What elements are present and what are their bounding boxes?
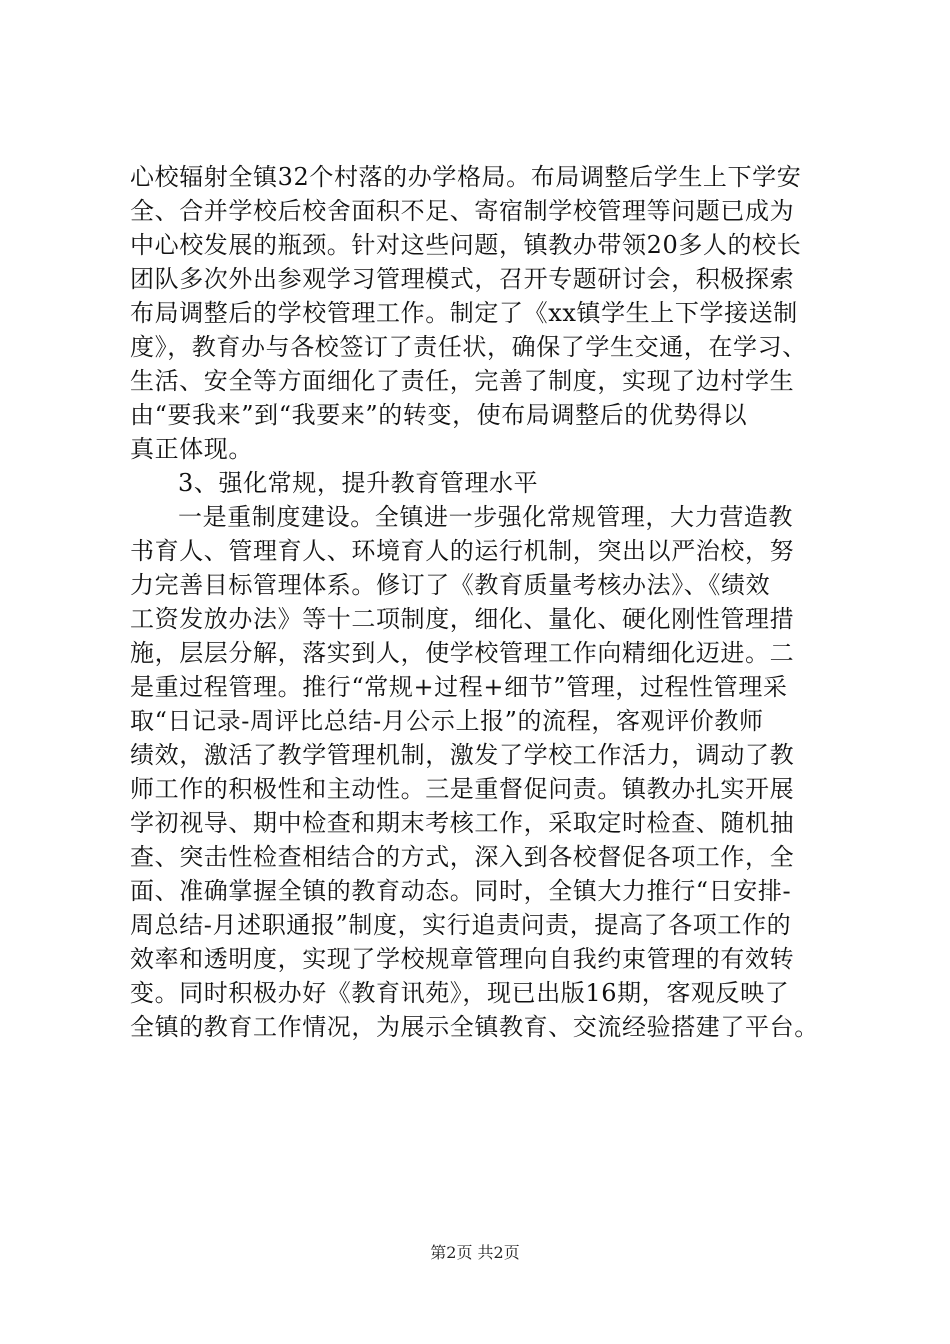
text-line: 力完善目标管理体系。修订了《教育质量考核办法》、《绩效 — [130, 571, 771, 599]
text-line: 团队多次外出参观学习管理模式，召开专题研讨会，积极探索 — [130, 265, 795, 293]
text-line: 全、合并学校后校舍面积不足、寄宿制学校管理等问题已成为 — [130, 197, 795, 225]
text-line: 由“要我来”到“我要来”的转变，使布局调整后的优势得以 — [130, 401, 748, 429]
text-line: 工资发放办法》等十二项制度，细化、量化、硬化刚性管理措 — [130, 605, 795, 633]
text-line: 是重过程管理。推行“常规+过程+细节”管理，过程性管理采 — [130, 673, 788, 701]
text-line: 师工作的积极性和主动性。三是重督促问责。镇教办扎实开展 — [130, 775, 795, 803]
text-line: 变。同时积极办好《教育讯苑》，现已出版16期，客观反映了 — [130, 979, 790, 1007]
text-line: 效率和透明度，实现了学校规章管理向自我约束管理的有效转 — [130, 945, 795, 973]
paragraph-2 — [130, 500, 850, 1044]
text-line: 学初视导、期中检查和期末考核工作，采取定时检查、随机抽 — [130, 809, 795, 837]
page-number-footer: 第2页 共2页 — [430, 1243, 520, 1262]
text-line: 绩效，激活了教学管理机制，激发了学校工作活力，调动了教 — [130, 741, 795, 769]
text-line: 取“日记录-周评比总结-月公示上报”的流程，客观评价教师 — [130, 707, 764, 735]
text-line: 真正体现。 — [130, 435, 253, 463]
text-line: 施，层层分解，落实到人，使学校管理工作向精细化迈进。二 — [130, 639, 795, 667]
text-line: 书育人、管理育人、环境育人的运行机制，突出以严治校，努 — [130, 537, 795, 565]
text-line: 生活、安全等方面细化了责任，完善了制度，实现了边村学生 — [130, 367, 795, 395]
text-line: 度》，教育办与各校签订了责任状，确保了学生交通，在学习、 — [130, 333, 807, 361]
text-line: 查、突击性检查相结合的方式，深入到各校督促各项工作，全 — [130, 843, 795, 871]
text-line: 全镇的教育工作情况，为展示全镇教育、交流经验搭建了平台。 — [130, 1013, 819, 1041]
section-heading: 3、强化常规，提升教育管理水平 — [178, 469, 539, 497]
text-line: 布局调整后的学校管理工作。制定了《xx镇学生上下学接送制 — [130, 299, 798, 327]
text-line: 周总结-月述职通报”制度，实行追责问责，提高了各项工作的 — [130, 911, 792, 939]
paragraph-1 — [130, 160, 850, 466]
text-line: 中心校发展的瓶颈。针对这些问题，镇教办带领20多人的校长 — [130, 231, 802, 259]
document-body — [130, 160, 850, 1044]
text-line: 心校辐射全镇32个村落的办学格局。布局调整后学生上下学安 — [130, 163, 802, 191]
text-line: 面、准确掌握全镇的教育动态。同时，全镇大力推行“日安排- — [130, 877, 792, 905]
text-line: 一是重制度建设。全镇进一步强化常规管理，大力营造教 — [178, 503, 793, 531]
